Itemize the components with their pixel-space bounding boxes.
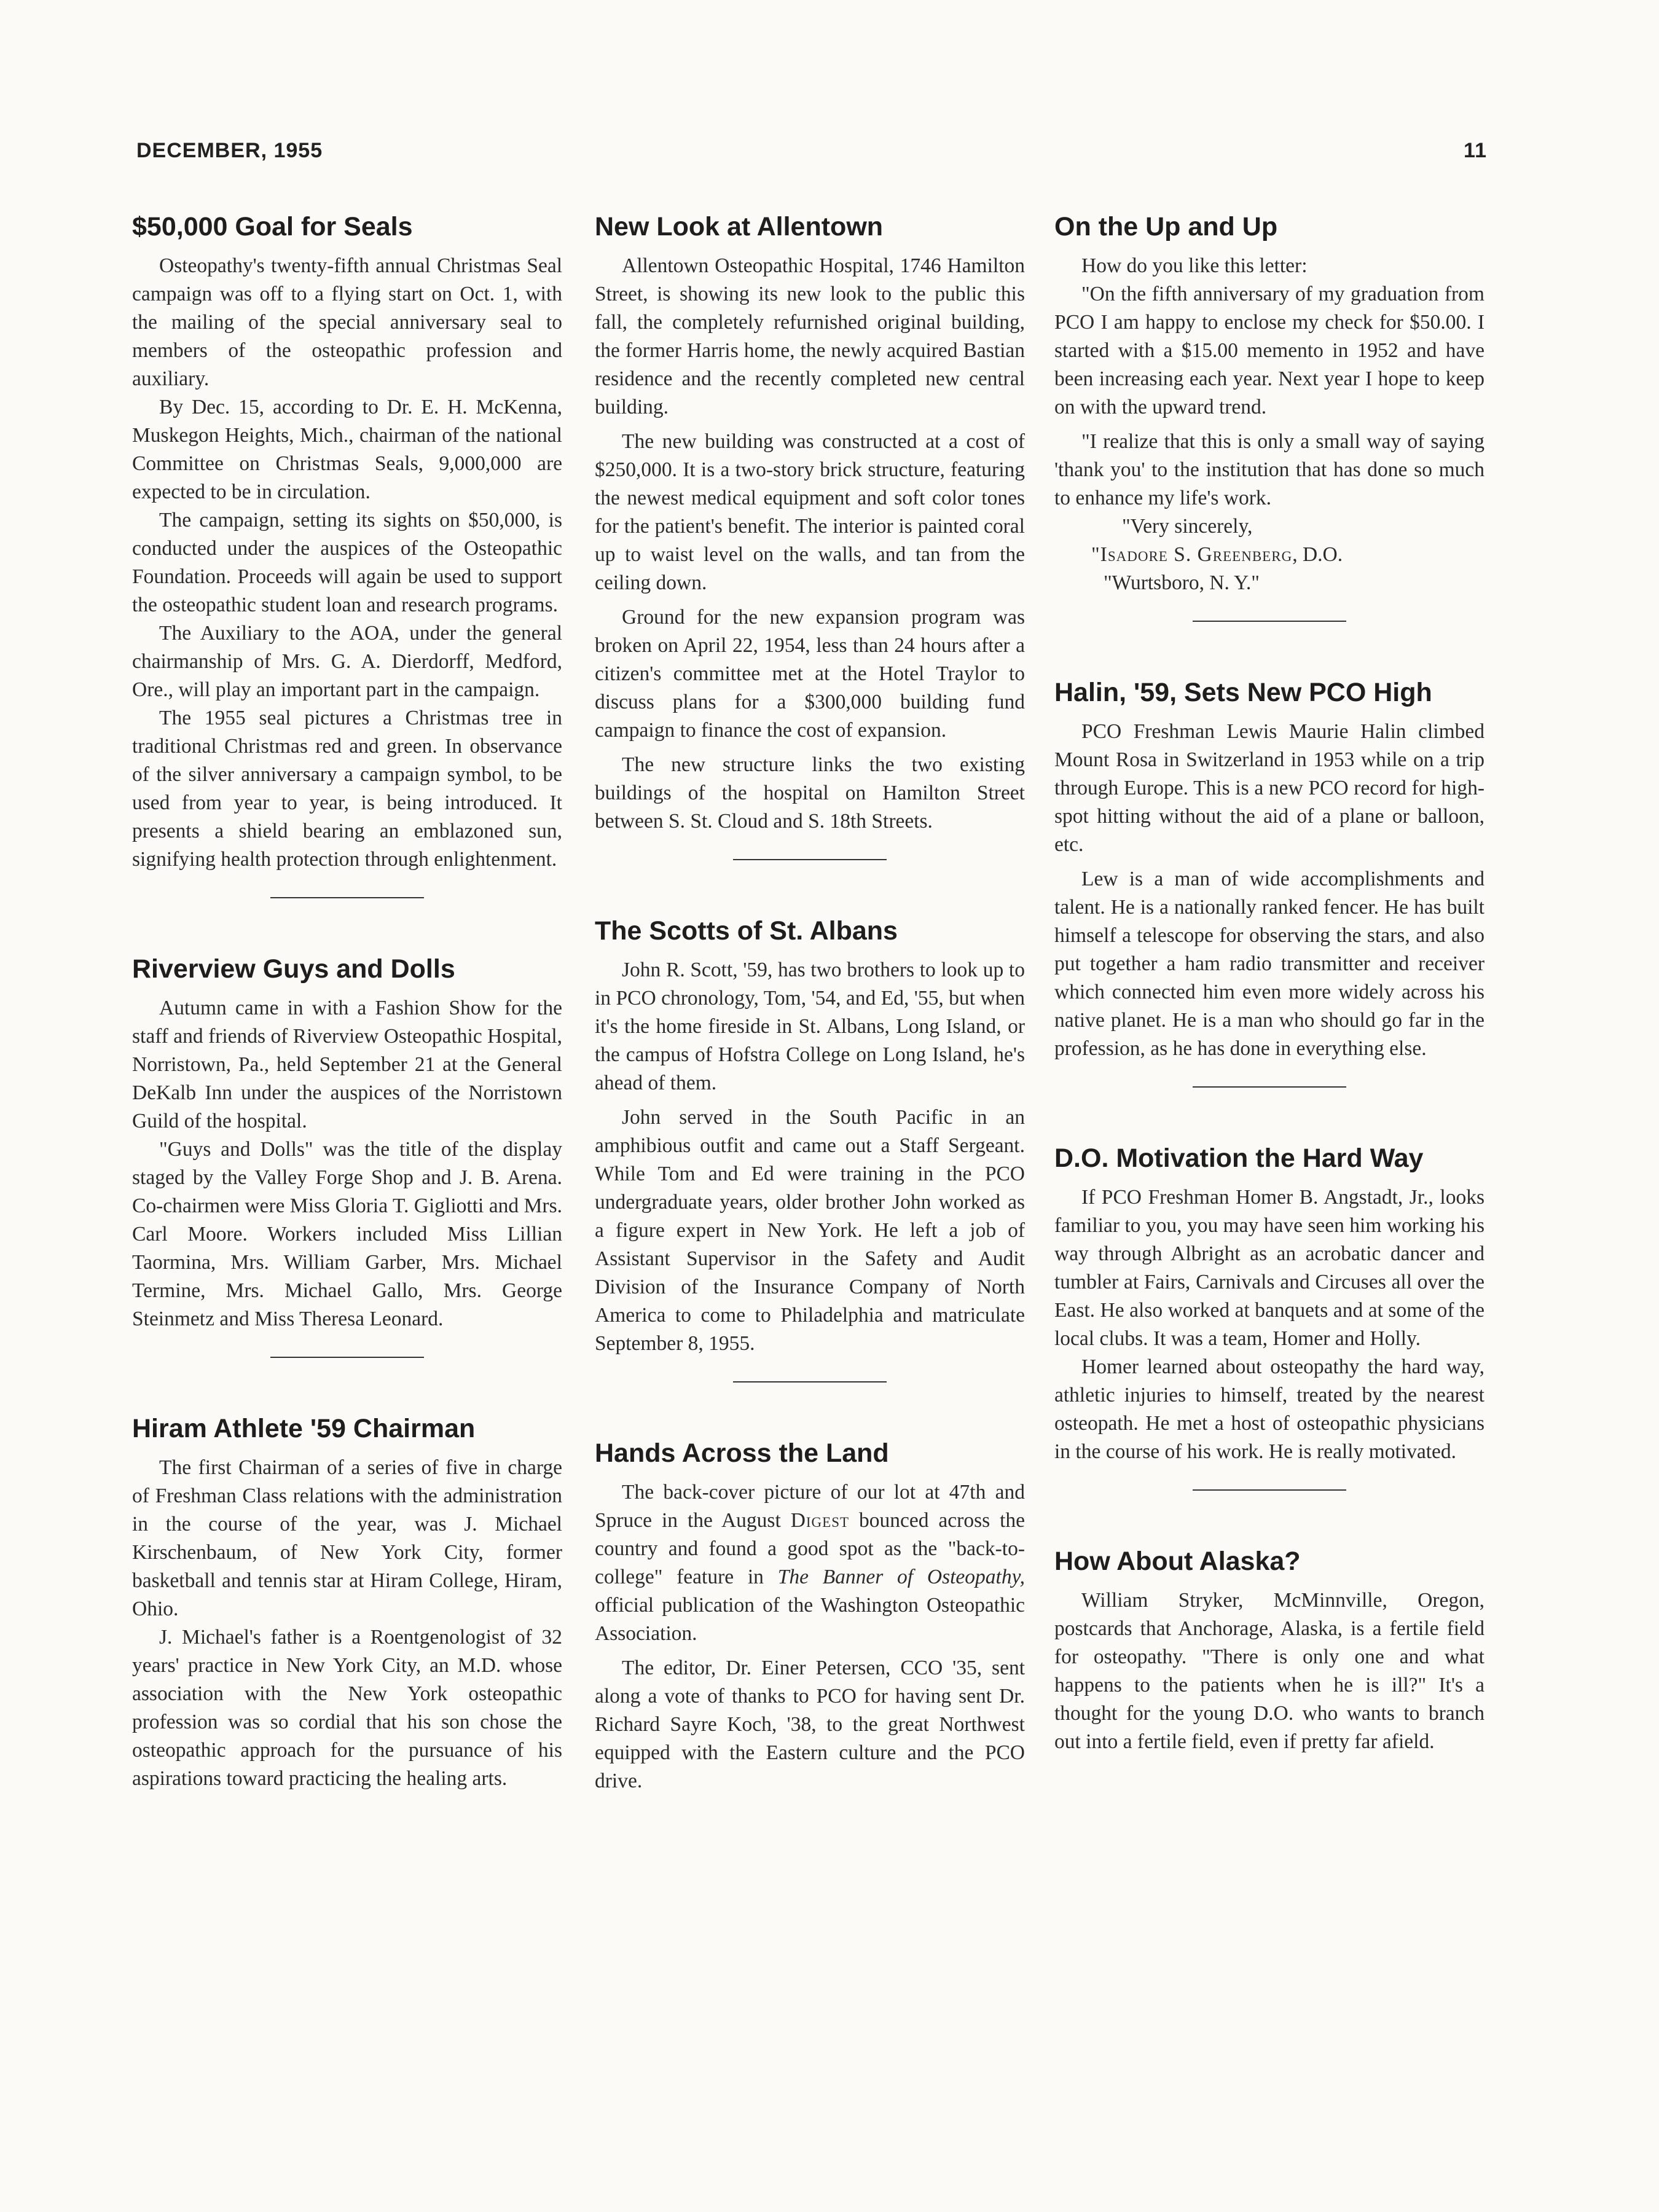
paragraph: The Auxiliary to the AOA, under the general chairmanship of Mrs. G. A. Dierdorff, Medford, Ore., will play an important part in the campaign. [132,622,562,701]
paragraph: How do you like this letter: [1081,254,1308,277]
headline-motivation: D.O. Motivation the Hard Way [1054,1143,1424,1173]
headline-halin: Halin, '59, Sets New PCO High [1054,678,1432,707]
article-allentown [595,209,1025,836]
headline-seals: $50,000 Goal for Seals [132,212,413,241]
paragraph: The new building was constructed at a cost of $250,000. It is a two-story brick structure, featuring the newest medical equipment and soft color tones for the patient's benefit. The interior is painted coral up to waist level on the walls, and tan from the ceiling down. [595,430,1025,594]
publication-title: The Banner of Osteopathy, [777,1566,1025,1588]
headline-riverview: Riverview Guys and Dolls [132,954,455,984]
headline-hiram: Hiram Athlete '59 Chairman [132,1414,476,1443]
paragraph: The editor, Dr. Einer Petersen, CCO '35, sent along a vote of thanks to PCO for having sent Dr. Richard Sayre Koch, '38, to the great Northwest equipped with the Eastern culture and the PCO drive. [595,1657,1025,1792]
signature-suffix: , D.O. [1292,543,1343,566]
text-run: bounced across the country and found a good spot as the "back-to-college" feature in [595,1509,1025,1588]
paragraph: By Dec. 15, according to Dr. E. H. McKenna, Muskegon Heights, Mich., chairman of the national Committee on Christmas Seals, 9,000,000 are expected to be in circulation. [132,396,562,503]
article-hiram [132,1411,562,1793]
article-seals [132,209,562,874]
page-number: 11 [1464,139,1487,162]
column-1 [132,209,562,1793]
paragraph: If PCO Freshman Homer B. Angstadt, Jr., looks familiar to you, you may have seen him working his way through Albright as an acrobatic dancer and tumbler at Fairs, Carnivals and Circuses all over the East. He also worked at banquets and at some of the local clubs. It was a team, Homer and Holly. [1054,1186,1484,1350]
divider-rule [733,1381,887,1382]
paragraph: Ground for the new expansion program was broken on April 22, 1954, less than 24 hours after a citizen's committee met at the Hotel Traylor to discuss plans for a $300,000 building fund campaign to finance the cost of expansion. [595,606,1025,742]
paragraph [595,1478,1025,1648]
paragraph: Osteopathy's twenty-fifth annual Christmas Seal campaign was off to a flying start on Oct. 1, with the mailing of the special anniversary seal to members of the osteopathic profession and auxiliary. [132,254,562,390]
paragraph: "Guys and Dolls" was the title of the display staged by the Valley Forge Shop and J. B. Arena. Co-chairmen were Miss Gloria T. Gigliotti and Mrs. Carl Moore. Workers included Miss Lillian Taormina, Mrs. William Garber, Mrs. Michael Termine, Mrs. Michael Gallo, Mrs. George Steinmetz and Miss Theresa Leonard. [132,1138,562,1330]
divider-rule [270,1357,424,1358]
column-2 [595,209,1025,1795]
paragraph: The first Chairman of a series of five in charge of Freshman Class relations with the administration in the course of the year, was J. Michael Kirschenbaum, of New York City, former basketball and tennis star at Hiram College, Hiram, Ohio. [132,1456,562,1620]
paragraph: PCO Freshman Lewis Maurie Halin climbed Mount Rosa in Switzerland in 1953 while on a trip through Europe. This is a new PCO record for high-spot hitting without the aid of a plane or balloon, etc. [1054,720,1484,856]
headline-allentown: New Look at Allentown [595,212,884,241]
paragraph: "On the fifth anniversary of my graduation from PCO I am happy to enclose my check for $50.00. I started with a $15.00 memento in 1952 and have been increasing each year. Next year I hope to keep on with the upward trend. [1054,283,1484,418]
headline-hands: Hands Across the Land [595,1438,889,1468]
digest-name: Digest [790,1509,850,1532]
article-upandup [1054,209,1484,597]
letter-signature [1054,541,1484,569]
paragraph: The new structure links the two existing buildings of the hospital on Hamilton Street between S. St. Cloud and S. 18th Streets. [595,753,1025,833]
divider-rule [270,897,424,898]
divider-rule [1193,1086,1346,1088]
divider-rule [1193,621,1346,622]
paragraph: John served in the South Pacific in an amphibious outfit and came out a Staff Sergeant. While Tom and Ed were training in the PCO undergraduate years, older brother John worked as a figure expert in New York. He left a job of Assistant Supervisor in the Safety and Audit Division of the Insurance Company of North America to come to Philadelphia and matriculate September 8, 1955. [595,1106,1025,1355]
headline-alaska: How About Alaska? [1054,1547,1301,1576]
paragraph: Homer learned about osteopathy the hard way, athletic injuries to himself, treated by the nearest osteopath. He met a host of osteopathic physicians in the course of his work. He is really motivated. [1054,1355,1484,1463]
headline-upandup: On the Up and Up [1054,212,1278,241]
article-halin [1054,675,1484,1063]
column-3 [1054,209,1484,1756]
paragraph: Lew is a man of wide accomplishments and talent. He is a nationally ranked fencer. He has built himself a telescope for observing the stars, and also put together a ham radio transmitter and receiver which connected him even more widely across his native planet. He is a man who should go far in the profession, as he has done in everything else. [1054,868,1484,1060]
paragraph: William Stryker, McMinnville, Oregon, postcards that Anchorage, Alaska, is a fertile field for osteopathy. "There is only one and what happens to the patients when he is ill?" It's a thought for the young D.O. who wants to branch out into a fertile field, even if pretty far afield. [1054,1589,1484,1753]
signature-name: "Isadore S. Greenberg [1091,543,1293,566]
paragraph: J. Michael's father is a Roentgenologist of 32 years' practice in New York City, an M.D. whose association with the New York osteopathic profession was so cordial that his son chose the osteopathic approach for the pursuance of his aspirations toward practicing the healing arts. [132,1626,562,1790]
divider-rule [733,859,887,860]
divider-rule [1193,1489,1346,1491]
paragraph: Allentown Osteopathic Hospital, 1746 Hamilton Street, is showing its new look to the public this fall, the completely refurnished original building, the former Harris home, the newly acquired Bastian residence and the recently completed new central building. [595,254,1025,418]
paragraph: John R. Scott, '59, has two brothers to look up to in PCO chronology, Tom, '54, and Ed, '55, but when it's the home fireside in St. Albans, Long Island, or the campus of Hofstra College on Long Island, he's ahead of them. [595,959,1025,1094]
article-scotts [595,913,1025,1358]
text-run: The back-cover picture of our lot at 47th and Spruce in the August [595,1481,1025,1532]
headline-scotts: The Scotts of St. Albans [595,916,898,946]
article-riverview [132,951,562,1333]
article-alaska [1054,1543,1484,1756]
text-run: official publication of the Washington Osteopathic Association. [595,1594,1025,1645]
article-motivation [1054,1140,1484,1466]
paragraph: The 1955 seal pictures a Christmas tree in traditional Christmas red and green. In observance of the silver anniversary a campaign symbol, to be used from year to year, is being introduced. It presents a shield bearing an emblazoned sun, signifying health protection through enlightenment. [132,707,562,871]
article-hands [595,1435,1025,1795]
letter-closing: "Very sincerely, [1122,515,1253,538]
paragraph: The campaign, setting its sights on $50,000, is conducted under the auspices of the Osteopathic Foundation. Proceeds will again be used to support the osteopathic student loan and research programs. [132,509,562,616]
paragraph: "I realize that this is only a small way of saying 'thank you' to the institution that has done so much to enhance my life's work. [1054,430,1484,509]
paragraph: Autumn came in with a Fashion Show for the staff and friends of Riverview Osteopathic Hospital, Norristown, Pa., held September 21 at the General DeKalb Inn under the auspices of the Norristown Guild of the hospital. [132,997,562,1132]
issue-date: DECEMBER, 1955 [136,139,323,162]
letter-place: "Wurtsboro, N. Y." [1104,571,1260,594]
